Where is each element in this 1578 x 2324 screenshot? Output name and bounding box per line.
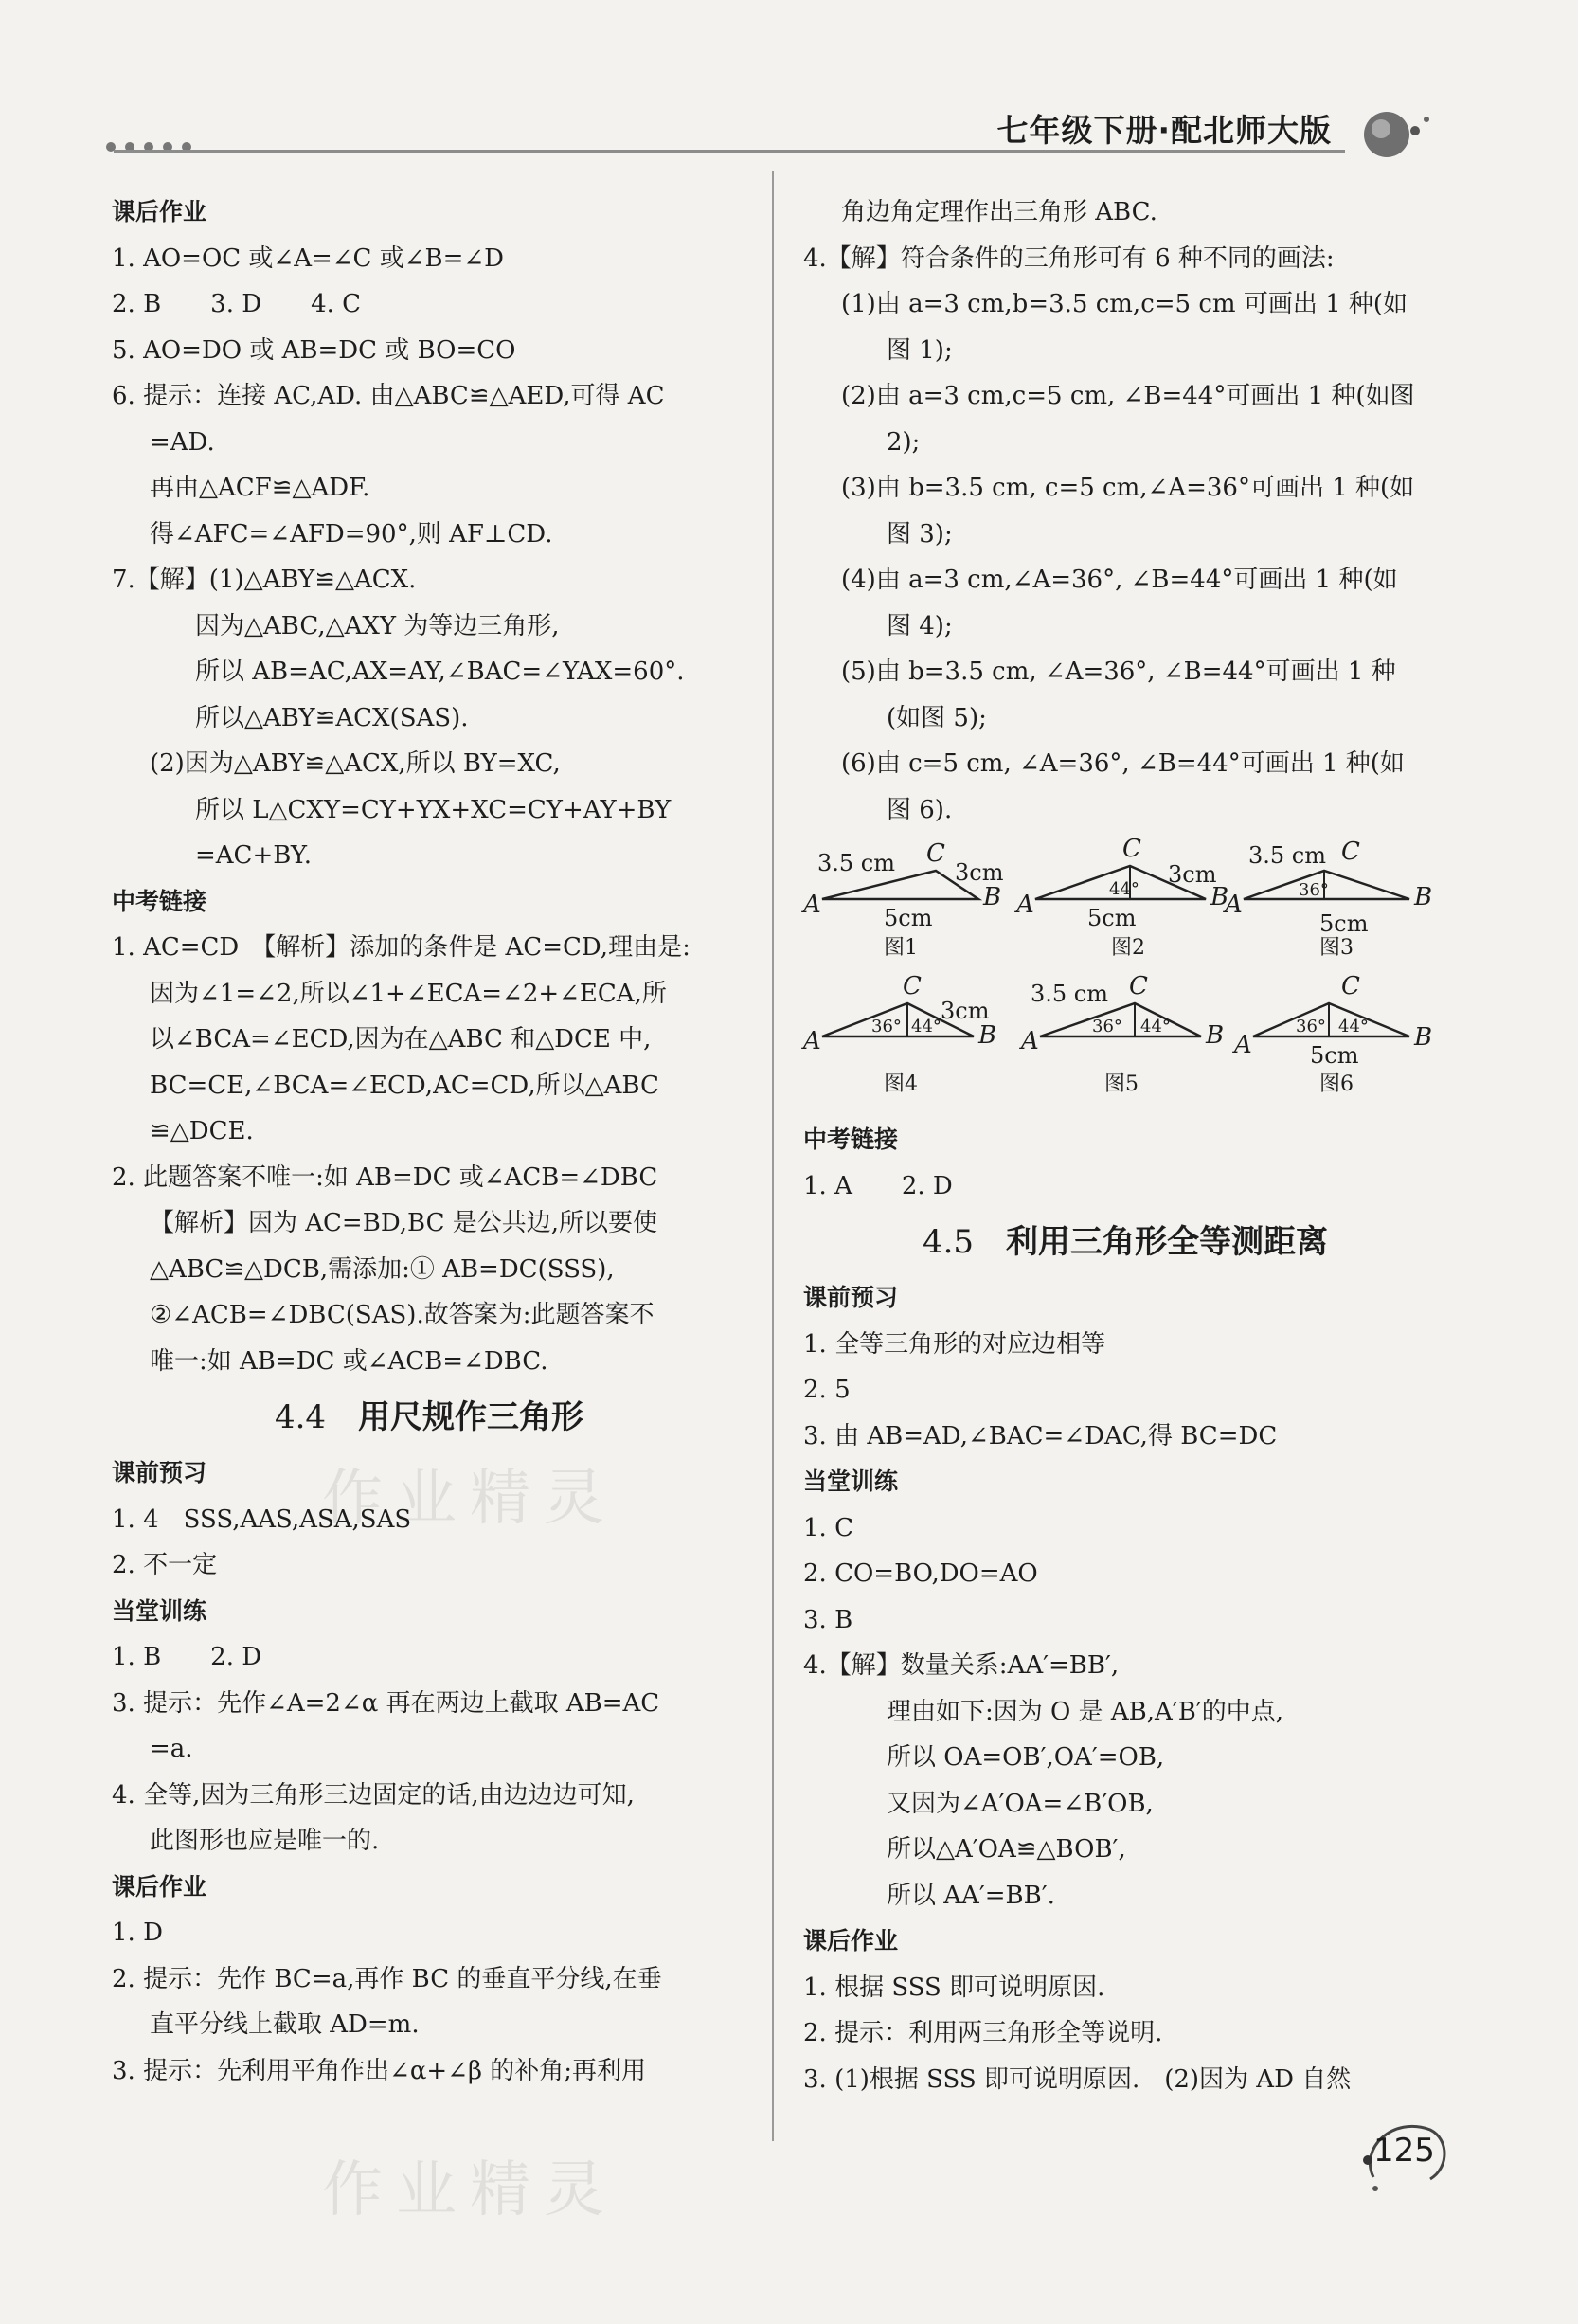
fig6-label-b: B [1414,1023,1433,1052]
fig6-label-a: A [1234,1031,1252,1059]
right-column-bottom [803,1117,1447,2102]
left-column [112,189,746,2094]
answer-line: (2)因为△ABY≌△ACX,所以 BY=XC, [150,749,561,778]
answer-line: 【解析】因为 AC=BD,BC 是公共边,所以要使 [150,1209,658,1237]
fig2-label-b: B [1210,883,1229,911]
fig4-label-b: B [978,1021,997,1050]
fig5-angle-a: 36° [1092,1017,1122,1036]
fig3-label-c: C [1341,838,1360,866]
answer-line: 4.【解】数量关系:AA′=BB′, [803,1651,1120,1680]
answer-line: 1. 4 SSS,AAS,ASA,SAS [112,1504,412,1534]
answer-line: 图 4); [887,611,953,640]
answer-line: 所以 AB=AC,AX=AY,∠BAC=∠YAX=60°. [195,658,685,686]
fig2-caption: 图2 [1111,936,1145,960]
answer-line: 角边角定理作出三角形 ABC. [841,198,1157,226]
right-column [803,189,1447,2102]
fig5-label-a: A [1021,1027,1039,1055]
answer-line: 得∠AFC=∠AFD=90°,则 AF⊥CD. [150,519,553,549]
fig6-side-c: 5cm [1310,1042,1359,1069]
answer-line: 1. 全等三角形的对应边相等 [803,1329,1106,1359]
fig2-angle-b: 44° [1109,879,1139,899]
page-number: 125 [1373,2132,1435,2170]
answer-line: 3. B [803,1605,853,1634]
fig1-label-c: C [926,839,945,868]
fig6-angle-a: 36° [1296,1017,1326,1036]
answer-line: 6. 提示：连接 AC,AD. 由△ABC≌△AED,可得 AC [112,382,665,410]
section-heading: 课后作业 [112,198,207,225]
answer-line: 直平分线上截取 AD=m. [150,2010,420,2039]
section-heading: 课后作业 [803,1927,899,1955]
triangle-figures-svg [803,833,1433,1117]
answer-line: 3. (1)根据 SSS 即可说明原因. (2)因为 AD 自然 [803,2064,1352,2094]
fig3-caption: 图3 [1319,936,1354,960]
watermark-text-2: 作业精灵 [322,2155,618,2225]
answer-line: 1. 根据 SSS 即可说明原因. [803,1973,1105,2002]
answer-line: 2); [887,427,921,457]
fig4-label-c: C [903,972,922,1000]
answer-line: 以∠BCA=∠ECD,因为在△ABC 和△DCE 中, [150,1025,652,1054]
fig3-label-a: A [1225,891,1243,919]
fig4-side-a: 3cm [941,998,990,1024]
fig2-label-a: A [1016,891,1034,919]
answer-line: ≌△DCE. [150,1117,254,1145]
answer-line: △ABC≌△DCB,需添加:① AB=DC(SSS), [150,1254,615,1284]
answer-line: (2)由 a=3 cm,c=5 cm, ∠B=44°可画出 1 种(如图 [841,382,1415,410]
fig1-caption: 图1 [884,936,918,960]
answer-line: 唯一:如 AB=DC 或∠ACB=∠DBC. [150,1346,548,1376]
answer-line: 再由△ACF≌△ADF. [150,474,370,502]
answer-line: 2. 提示：利用两三角形全等说明. [803,2019,1163,2047]
fig4-angle-a: 36° [871,1017,902,1036]
fig1-side-b: 3.5 cm [817,850,895,876]
answer-line: 1. B 2. D [112,1643,262,1671]
answer-line: (6)由 c=5 cm, ∠A=36°, ∠B=44°可画出 1 种(如 [841,749,1405,778]
answer-line: 2. 不一定 [112,1551,218,1579]
answer-line: 2. B 3. D 4. C [112,290,362,318]
fig3-angle-a: 36° [1299,880,1329,900]
answer-line: 所以△A′OA≌△BOB′, [887,1835,1126,1864]
fig6-label-c: C [1341,972,1360,1000]
answer-line: 1. C [803,1513,853,1542]
answer-line: 因为∠1=∠2,所以∠1+∠ECA=∠2+∠ECA,所 [150,979,667,1008]
answer-line: 所以△ABY≌ACX(SAS). [195,703,469,732]
section-heading: 课前预习 [803,1284,899,1311]
answer-line: (1)由 a=3 cm,b=3.5 cm,c=5 cm 可画出 1 种(如 [841,290,1408,318]
answer-line: 又因为∠A′OA=∠B′OB, [887,1789,1154,1818]
answer-line: 7.【解】(1)△ABY≌△ACX. [112,566,417,594]
chapter-title [803,1209,1447,1275]
watermark-text: 作业精灵 [322,1464,618,1534]
answer-line: 4. 全等,因为三角形三边固定的话,由边边边可知, [112,1780,635,1810]
answer-line: 3. 提示：先利用平角作出∠α+∠β 的补角;再利用 [112,2056,647,2085]
section-heading: 当堂训练 [803,1468,899,1495]
answer-line: =AD. [150,427,215,457]
fig4-angle-b: 44° [911,1017,941,1036]
fig2-side-c: 5cm [1087,905,1137,931]
section-heading: 中考链接 [803,1126,899,1153]
answer-line: 图 1); [887,335,953,365]
answer-line: 1. AC=CD 【解析】添加的条件是 AC=CD,理由是: [112,933,690,962]
fig6-angle-b: 44° [1338,1017,1369,1036]
answer-line: 5. AO=DO 或 AB=DC 或 BO=CO [112,335,516,365]
fig5-side-b: 3.5 cm [1031,981,1108,1007]
answer-line: 1. D [112,1919,163,1947]
answer-line: 1. AO=OC 或∠A=∠C 或∠B=∠D [112,243,505,273]
section-heading: 课前预习 [112,1459,207,1486]
answer-line: ②∠ACB=∠DBC(SAS).故答案为:此题答案不 [150,1301,655,1329]
answer-line: =a. [150,1735,193,1763]
fig4-caption: 图4 [884,1072,918,1096]
section-heading: 中考链接 [112,887,207,915]
answer-line: 此图形也应是唯一的. [150,1827,380,1855]
chapter-number: 4.5 [922,1223,975,1261]
answer-line: 4.【解】符合条件的三角形可有 6 种不同的画法: [803,243,1335,273]
column-divider [772,171,774,2141]
fig6-caption: 图6 [1319,1072,1354,1096]
answer-line: (如图 5); [887,703,987,732]
section-heading: 课后作业 [112,1872,207,1901]
answer-line: 2. 5 [803,1376,851,1404]
answer-line: 理由如下:因为 O 是 AB,A′B′的中点, [887,1697,1283,1726]
fig5-angle-b: 44° [1140,1017,1171,1036]
triangle-figures [803,833,1447,1117]
answer-line: 2. 提示：先作 BC=a,再作 BC 的垂直平分线,在垂 [112,1964,662,1993]
chapter-heading: 用尺规作三角形 [358,1398,584,1436]
right-column-top [803,189,1447,833]
fig3-side-b: 3.5 cm [1248,842,1326,869]
answer-line: 2. 此题答案不唯一:如 AB=DC 或∠ACB=∠DBC [112,1162,658,1192]
fig5-label-b: B [1206,1021,1225,1050]
chapter-heading: 利用三角形全等测距离 [1006,1223,1329,1261]
answer-line: 所以 AA′=BB′. [887,1881,1055,1910]
answer-line: (3)由 b=3.5 cm, c=5 cm,∠A=36°可画出 1 种(如 [841,474,1415,502]
answer-line: 图 6). [887,795,953,824]
triangle-fig6 [1253,1003,1409,1036]
fig1-label-b: B [983,883,1002,911]
chapter-number: 4.4 [274,1398,327,1436]
fig3-label-b: B [1414,883,1433,911]
chapter-title [112,1384,746,1450]
answer-line: 所以 L△CXY=CY+YX+XC=CY+AY+BY [195,795,672,824]
section-heading: 当堂训练 [112,1596,207,1625]
fig4-label-a: A [803,1027,821,1055]
answer-line: (5)由 b=3.5 cm, ∠A=36°, ∠B=44°可画出 1 种 [841,658,1396,686]
fig1-label-a: A [803,891,821,919]
answer-line: 所以 OA=OB′,OA′=OB, [887,1743,1165,1772]
fig2-label-c: C [1122,835,1141,863]
answer-line: 3. 由 AB=AD,∠BAC=∠DAC,得 BC=DC [803,1421,1278,1450]
globe-icon [1360,106,1436,163]
answer-line: 3. 提示：先作∠A=2∠α 再在两边上截取 AB=AC [112,1688,660,1718]
fig3-side-c: 5cm [1319,910,1369,937]
fig1-side-c: 5cm [884,905,933,931]
answer-line: =AC+BY. [195,841,312,870]
answer-line: 图 3); [887,519,953,549]
fig1-side-a: 3cm [955,859,1004,886]
answer-line: 1. A 2. D [803,1171,953,1200]
fig5-caption: 图5 [1104,1072,1139,1096]
header-title: 七年级下册·配北师大版 [996,112,1332,149]
answer-line: (4)由 a=3 cm,∠A=36°, ∠B=44°可画出 1 种(如 [841,566,1398,594]
answer-line: 2. CO=BO,DO=AO [803,1559,1038,1588]
fig2-side-a: 3cm [1168,861,1217,888]
answer-line: BC=CE,∠BCA=∠ECD,AC=CD,所以△ABC [150,1071,659,1100]
answer-line: 因为△ABC,△AXY 为等边三角形, [195,611,560,640]
fig5-label-c: C [1129,972,1148,1000]
